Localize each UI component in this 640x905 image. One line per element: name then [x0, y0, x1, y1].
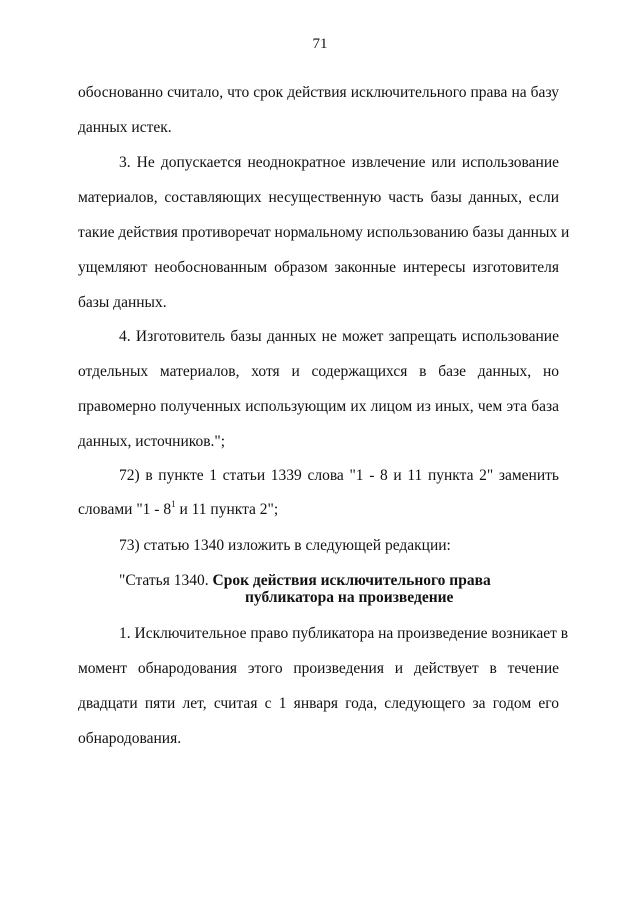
text-line: обнародования.	[78, 730, 182, 747]
item-73-line: 73) статью 1340 изложить в следующей редакции:	[119, 537, 451, 554]
item-72-first-line: 72) в пункте 1 статьи 1339 слова "1 - 8 и 11 пункта 2" заменить	[119, 467, 559, 484]
superscript: 1	[171, 499, 176, 509]
paragraph-4-first-line: 4. Изготовитель базы данных не может запрещать использование	[119, 328, 559, 345]
paragraph-1-first-line: 1. Исключительное право публикатора на произведение возникает в	[119, 625, 569, 642]
text-line: данных истек.	[78, 119, 172, 136]
text-line: обоснованно считало, что срок действия исключительного права на базу	[78, 84, 559, 101]
text-line: момент обнародования этого произведения и действует в течение	[78, 660, 559, 677]
article-title: Срок действия исключительного права	[212, 572, 491, 589]
text-line: такие действия противоречат нормальному использованию базы данных и	[78, 224, 570, 241]
article-number: "Статья 1340.	[119, 572, 213, 589]
text-line: ущемляют необоснованным образом законные интересы изготовителя	[78, 259, 559, 276]
text-line: материалов, составляющих несущественную часть базы данных, если	[78, 189, 559, 206]
text-line: правомерно полученных использующим их лицом из иных, чем эта база	[78, 398, 559, 415]
text-line: базы данных.	[78, 294, 167, 311]
page-number: 71	[312, 36, 328, 52]
text-line: двадцати пяти лет, считая с 1 января года, следующего за годом его	[78, 695, 559, 712]
text-line: отдельных материалов, хотя и содержащихся в базе данных, но	[78, 363, 559, 380]
text-line: данных, источников.";	[78, 433, 226, 450]
text-fragment: и 11 пункта 2";	[175, 501, 279, 518]
text-line	[78, 500, 559, 520]
text-fragment: словами "1 - 8	[78, 501, 172, 518]
paragraph-3-first-line: 3. Не допускается неоднократное извлечение или использование	[119, 154, 559, 171]
article-heading-line-2: публикатора на произведение	[245, 589, 454, 606]
